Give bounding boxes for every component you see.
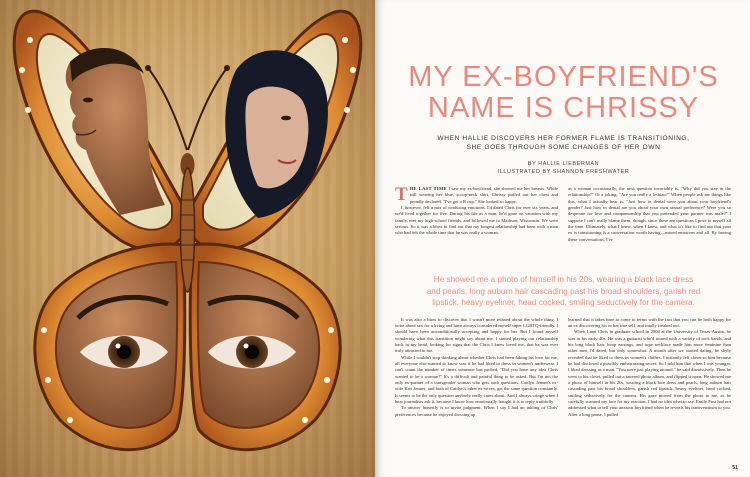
opening-text: I saw my ex-boyfriend, she showed me her breasts. While still wearing her blue, scoop-neck shirt, Chrissy puffed out her chest and proudly declared, "I've got a B cup." She looked so happy. — [409, 186, 558, 204]
column-2-bottom — [568, 317, 731, 477]
deck-line-1: WHEN HALLIE DISCOVERS HER FORMER FLAME IS TRANSITIONING, — [437, 135, 690, 142]
article-headline — [395, 62, 732, 124]
lead-in: HE LAST TIME — [409, 186, 447, 191]
column-1-bottom — [395, 317, 558, 477]
paragraph: While I couldn't stop thinking about whether Chris had been faking his love for me, all everyone else wanted to know was if he had liked to dress in women's underwear. I can't count the number of times someone has probed, "Did you have any idea Chris wanted to be a woman?" It's a difficult and painful thing to be asked. But I'm not the only ex-partner of a transgender woman who gets such questions. Caitlyn Jenner's ex-wife Kris Jenner, and both of Caitlyn's other ex-wives, get the same question constantly. It seems to be the only question anybody really cares about. And I always cringe when I hear journalists ask it, because I know how emotionally fraught it is to reply truthfully. — [395, 354, 558, 404]
author-credit: BY HALLIE LIEBERMAN — [527, 161, 600, 167]
article-page — [375, 0, 750, 477]
pull-quote-line-3: lipstick, heavy eyeliner, head cocked, smiling seductively for the camera. — [432, 298, 695, 307]
deck-line-2: SHE GOES THROUGH SOME CHANGES OF HER OWN — [466, 144, 661, 151]
column-1-top — [395, 186, 558, 264]
paragraph: When I met Chris in graduate school in 2004 at the University of Texas-Austin, he was in his early 40s. He was a guitarist who'd toured with a variety of rock bands, and his long black hair, hoop earrings, and rope necklace made him more feminine than other men I'd dated, but only somewhat. A month after we started dating, he shyly revealed that he liked to dress in women's clothes. I instantly felt closer to him because he had disclosed a possibly embarrassing secret. So I told him that when I was younger, I liked dressing as a man. "You were just playing around," he said dismissively. Then he went to his closet, pulled out a tattered photo album, and flipped it open. He showed me a photo of himself in his 20s, wearing a black lace dress and pearls, long auburn hair cascading past his broad shoulders, garish red lipstick, heavy eyeliner, head cocked, smiling seductively for the camera. His gaze moved from the photo to me, as he carefully scanned my face for my reaction. I had no idea what to say. Emily Post had not addressed what to tell your anxious boyfriend when he reveals his transvestitism to you. After a long pause, I pulled — [568, 329, 731, 417]
pull-quote-line-1: He showed me a photo of himself in his 20s, wearing a black lace dress — [433, 275, 694, 284]
opening-paragraph — [395, 186, 558, 205]
lower-right-wing — [190, 244, 340, 450]
upper-left-wing — [14, 11, 183, 250]
headline-line-2: NAME IS CHRISSY — [427, 92, 700, 124]
article-deck — [395, 134, 732, 152]
illustrator-credit: ILLUSTRATED BY SHANNON FRESHWATER — [497, 169, 630, 175]
drop-cap: T — [395, 186, 408, 205]
paragraph: as a woman occasionally, the next question invariably is, "Why did you stay in the relationship?" Or a joking, "Are you really a lesbian?" When people ask me things like this, what I actually hear is, "Just how in denial were you about your boyfriend's gender? Just how in denial are you about your own sexual preference? Were you so desperate for love and companionship that you pretended your partner was male?" I suppose I can't really blame them, though, since these are questions I pose to myself all the time. Ultimately, what I knew, when I knew, and what it's like to find out that your ex is transitioning is a conversation worth having—mixed emotions and all. By having these conversations, I've — [568, 186, 731, 242]
lower-left-wing — [35, 244, 185, 450]
article-byline — [395, 160, 732, 176]
upper-right-wing — [192, 11, 361, 250]
paragraph: It was also a blow to discover that I wasn't more relaxed about the whole thing. I write about sex for a living and have always considered myself super LGBTQ-friendly. I should have been unconditionally accepting and happy for her. But I found myself wondering what this transition might say about me. I started playing our relationship back in my head, looking for signs that the Chris I knew loved me, that he was ever truly attracted to me. — [395, 316, 558, 354]
page-number: 51 — [732, 465, 738, 471]
pull-quote-line-2: and pearls, long auburn hair cascading past his broad shoulders, garish red — [426, 286, 701, 296]
column-2-top — [568, 186, 731, 264]
woman-portrait — [225, 50, 328, 218]
paragraph: I, however, felt a mix of confusing emotions. I'd dated Chris for over six years, and we'd lived together for five. During his life as a man, he'd gone on vacation with my family, met my high-school friends, and followed me to Madison, Wisconsin. We were serious. So it was a blow to find out that my longest relationship had been with a man who had felt the whole time that he was really a woman. — [395, 205, 558, 236]
paragraph: learned that it takes time to come to terms with the fact that you can be both happy for an ex discovering his or her true self, and totally freaked out. — [568, 316, 731, 328]
paragraph: To answer honestly is to invite judgment. When I say I had an inkling of Chris' preferences because he enjoyed dressing up — [395, 405, 558, 417]
top-columns — [395, 186, 732, 264]
headline-line-1: MY EX-BOYFRIEND'S — [408, 61, 719, 93]
pull-quote — [395, 274, 732, 309]
bottom-columns — [395, 317, 732, 477]
